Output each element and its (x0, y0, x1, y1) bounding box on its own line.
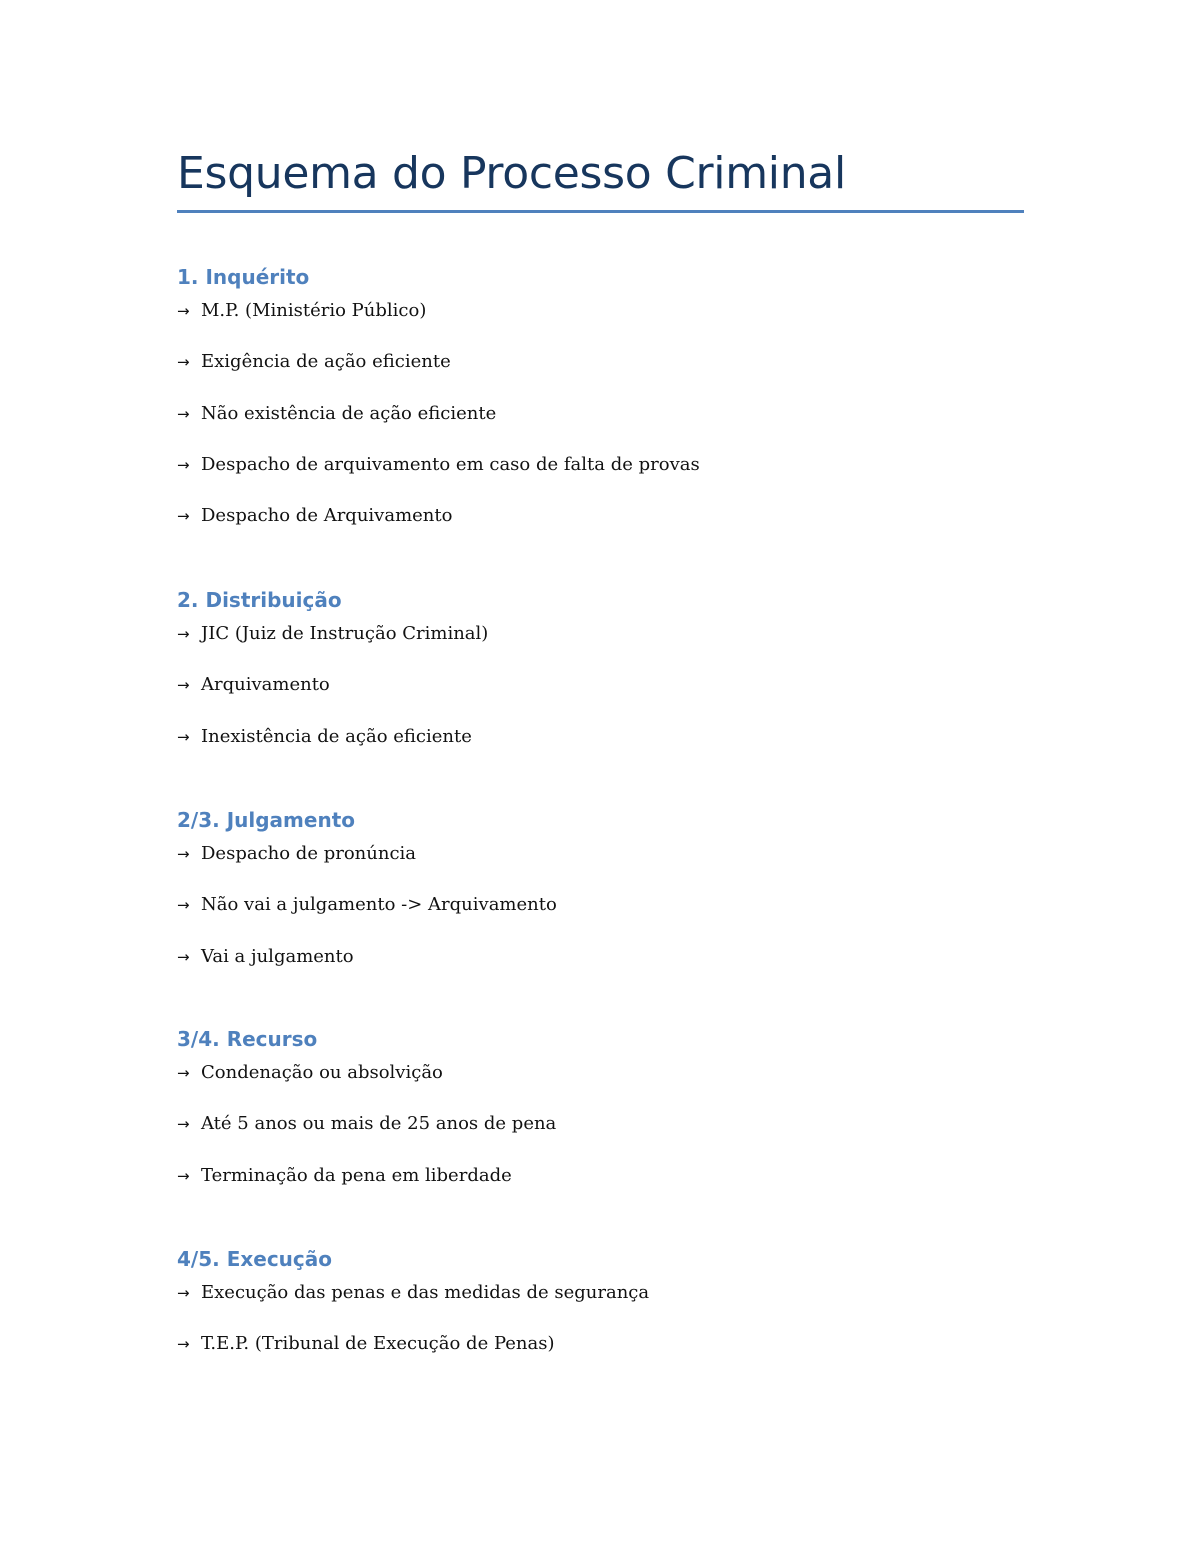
section-julgamento (177, 803, 1024, 991)
list-item (177, 668, 1024, 719)
list-item (177, 888, 1024, 939)
arrow-right-icon: → (177, 404, 190, 423)
arrow-right-icon: → (177, 1064, 190, 1082)
item-text: Despacho de arquivamento em caso de falta de provas (201, 453, 700, 475)
list-item (177, 448, 1024, 499)
item-text: Exigência de ação eficiente (201, 351, 451, 373)
item-text: Condenação ou absolvição (201, 1062, 443, 1083)
arrow-right-icon: → (177, 845, 190, 863)
arrow-right-icon: → (177, 455, 190, 474)
list-item (177, 294, 1024, 345)
list-item (177, 345, 1024, 396)
arrow-right-icon: → (177, 507, 190, 526)
arrow-right-icon: → (177, 353, 190, 372)
section-heading: 4/5. Execução (177, 1247, 333, 1271)
section-heading: 2/3. Julgamento (177, 808, 355, 832)
item-text: Arquivamento (201, 674, 330, 696)
item-text: T.E.P. (Tribunal de Execução de Penas) (201, 1333, 555, 1355)
arrow-right-icon: → (177, 727, 190, 746)
section-execucao (177, 1242, 1024, 1379)
list-item (177, 940, 1024, 991)
list-item (177, 499, 1024, 550)
item-text: Não vai a julgamento -> Arquivamento (201, 894, 557, 916)
item-text: Despacho de Arquivamento (201, 505, 453, 527)
arrow-right-icon: → (177, 947, 190, 966)
item-text: Despacho de pronúncia (201, 843, 417, 864)
section-heading: 1. Inquérito (177, 265, 310, 289)
section-inquerito (177, 260, 1024, 550)
item-text: Terminação da pena em liberdade (201, 1164, 512, 1186)
item-text: Inexistência de ação eficiente (201, 725, 472, 747)
list-item (177, 1327, 1024, 1378)
document-title: Esquema do Processo Criminal (177, 148, 846, 199)
section-distribuicao (177, 583, 1024, 771)
list-item (177, 837, 1024, 888)
section-heading: 2. Distribuição (177, 588, 342, 612)
arrow-right-icon: → (177, 1166, 190, 1185)
arrow-right-icon: → (177, 676, 190, 695)
arrow-right-icon: → (177, 896, 190, 915)
list-item (177, 1056, 1024, 1107)
list-item (177, 397, 1024, 448)
item-text: Não existência de ação eficiente (201, 402, 497, 424)
arrow-right-icon: → (177, 625, 190, 643)
item-text: Até 5 anos ou mais de 25 anos de pena (201, 1113, 557, 1135)
section-recurso (177, 1022, 1024, 1210)
list-item (177, 720, 1024, 771)
list-item (177, 1276, 1024, 1327)
section-heading: 3/4. Recurso (177, 1027, 318, 1051)
list-item (177, 617, 1024, 668)
item-text: JIC (Juiz de Instrução Criminal) (201, 623, 489, 644)
item-text: M.P. (Ministério Público) (201, 300, 427, 321)
list-item (177, 1107, 1024, 1158)
list-item (177, 1159, 1024, 1210)
title-underline (177, 210, 1024, 213)
arrow-right-icon: → (177, 1115, 190, 1134)
item-text: Execução das penas e das medidas de segurança (201, 1282, 650, 1303)
arrow-right-icon: → (177, 1284, 190, 1302)
arrow-right-icon: → (177, 1335, 190, 1354)
arrow-right-icon: → (177, 302, 190, 320)
item-text: Vai a julgamento (201, 945, 354, 967)
